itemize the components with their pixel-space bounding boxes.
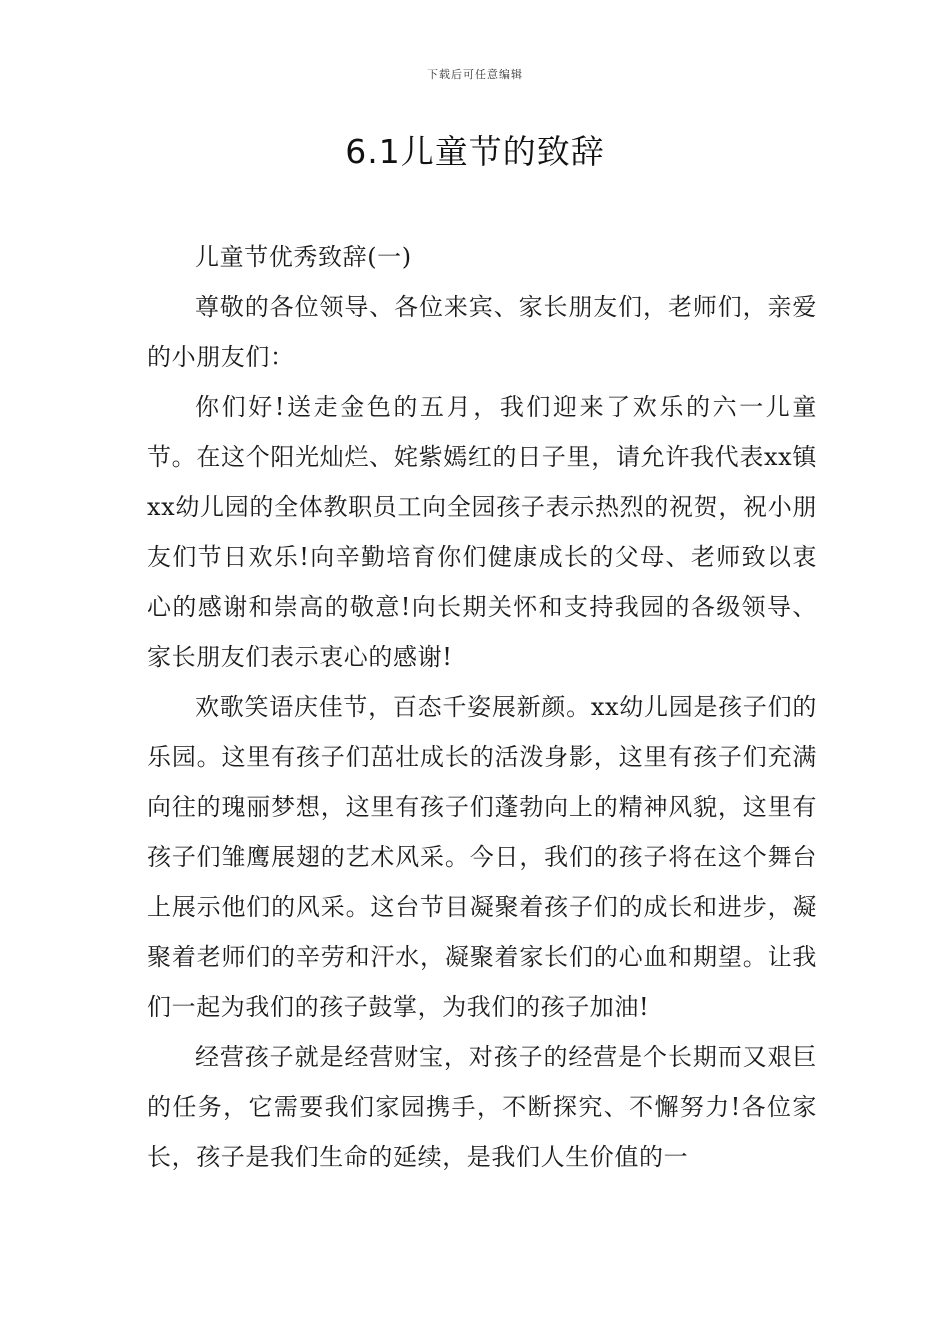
paragraph-subtitle: 儿童节优秀致辞(一): [195, 243, 412, 271]
header-note: 下载后可任意编辑: [427, 68, 523, 81]
paragraph-greeting: 你们好!送走金色的五月，我们迎来了欢乐的六一儿童节。在这个阳光灿烂、姹紫嫣红的日子里，请允许我代表xx镇xx幼儿园的全体教职员工向全园孩子表示热烈的祝贺，祝小朋友们节日欢乐!向辛勤培育你们健康成长的父母、老师致以衷心的感谢和崇高的敬意!向长期关怀和支持我园的各级领导、家长朋友们表示衷心的感谢!: [147, 393, 817, 671]
page-title: 6.1儿童节的致辞: [345, 132, 605, 171]
paragraph-parenting: 经营孩子就是经营财宝，对孩子的经营是个长期而又艰巨的任务，它需要我们家园携手，不断探究、不懈努力!各位家长，孩子是我们生命的延续，是我们人生价值的一: [147, 1043, 817, 1171]
document-body: [147, 232, 817, 1182]
paragraph-celebration: 欢歌笑语庆佳节，百态千姿展新颜。xx幼儿园是孩子们的乐园。这里有孩子们茁壮成长的活泼身影，这里有孩子们充满向往的瑰丽梦想，这里有孩子们蓬勃向上的精神风貌，这里有孩子们雏鹰展翅的艺术风采。今日，我们的孩子将在这个舞台上展示他们的风采。这台节目凝聚着孩子们的成长和进步，凝聚着老师们的辛劳和汗水，凝聚着家长们的心血和期望。让我们一起为我们的孩子鼓掌，为我们的孩子加油!: [147, 693, 817, 1021]
paragraph-salutation: 尊敬的各位领导、各位来宾、家长朋友们，老师们，亲爱的小朋友们：: [147, 293, 817, 371]
